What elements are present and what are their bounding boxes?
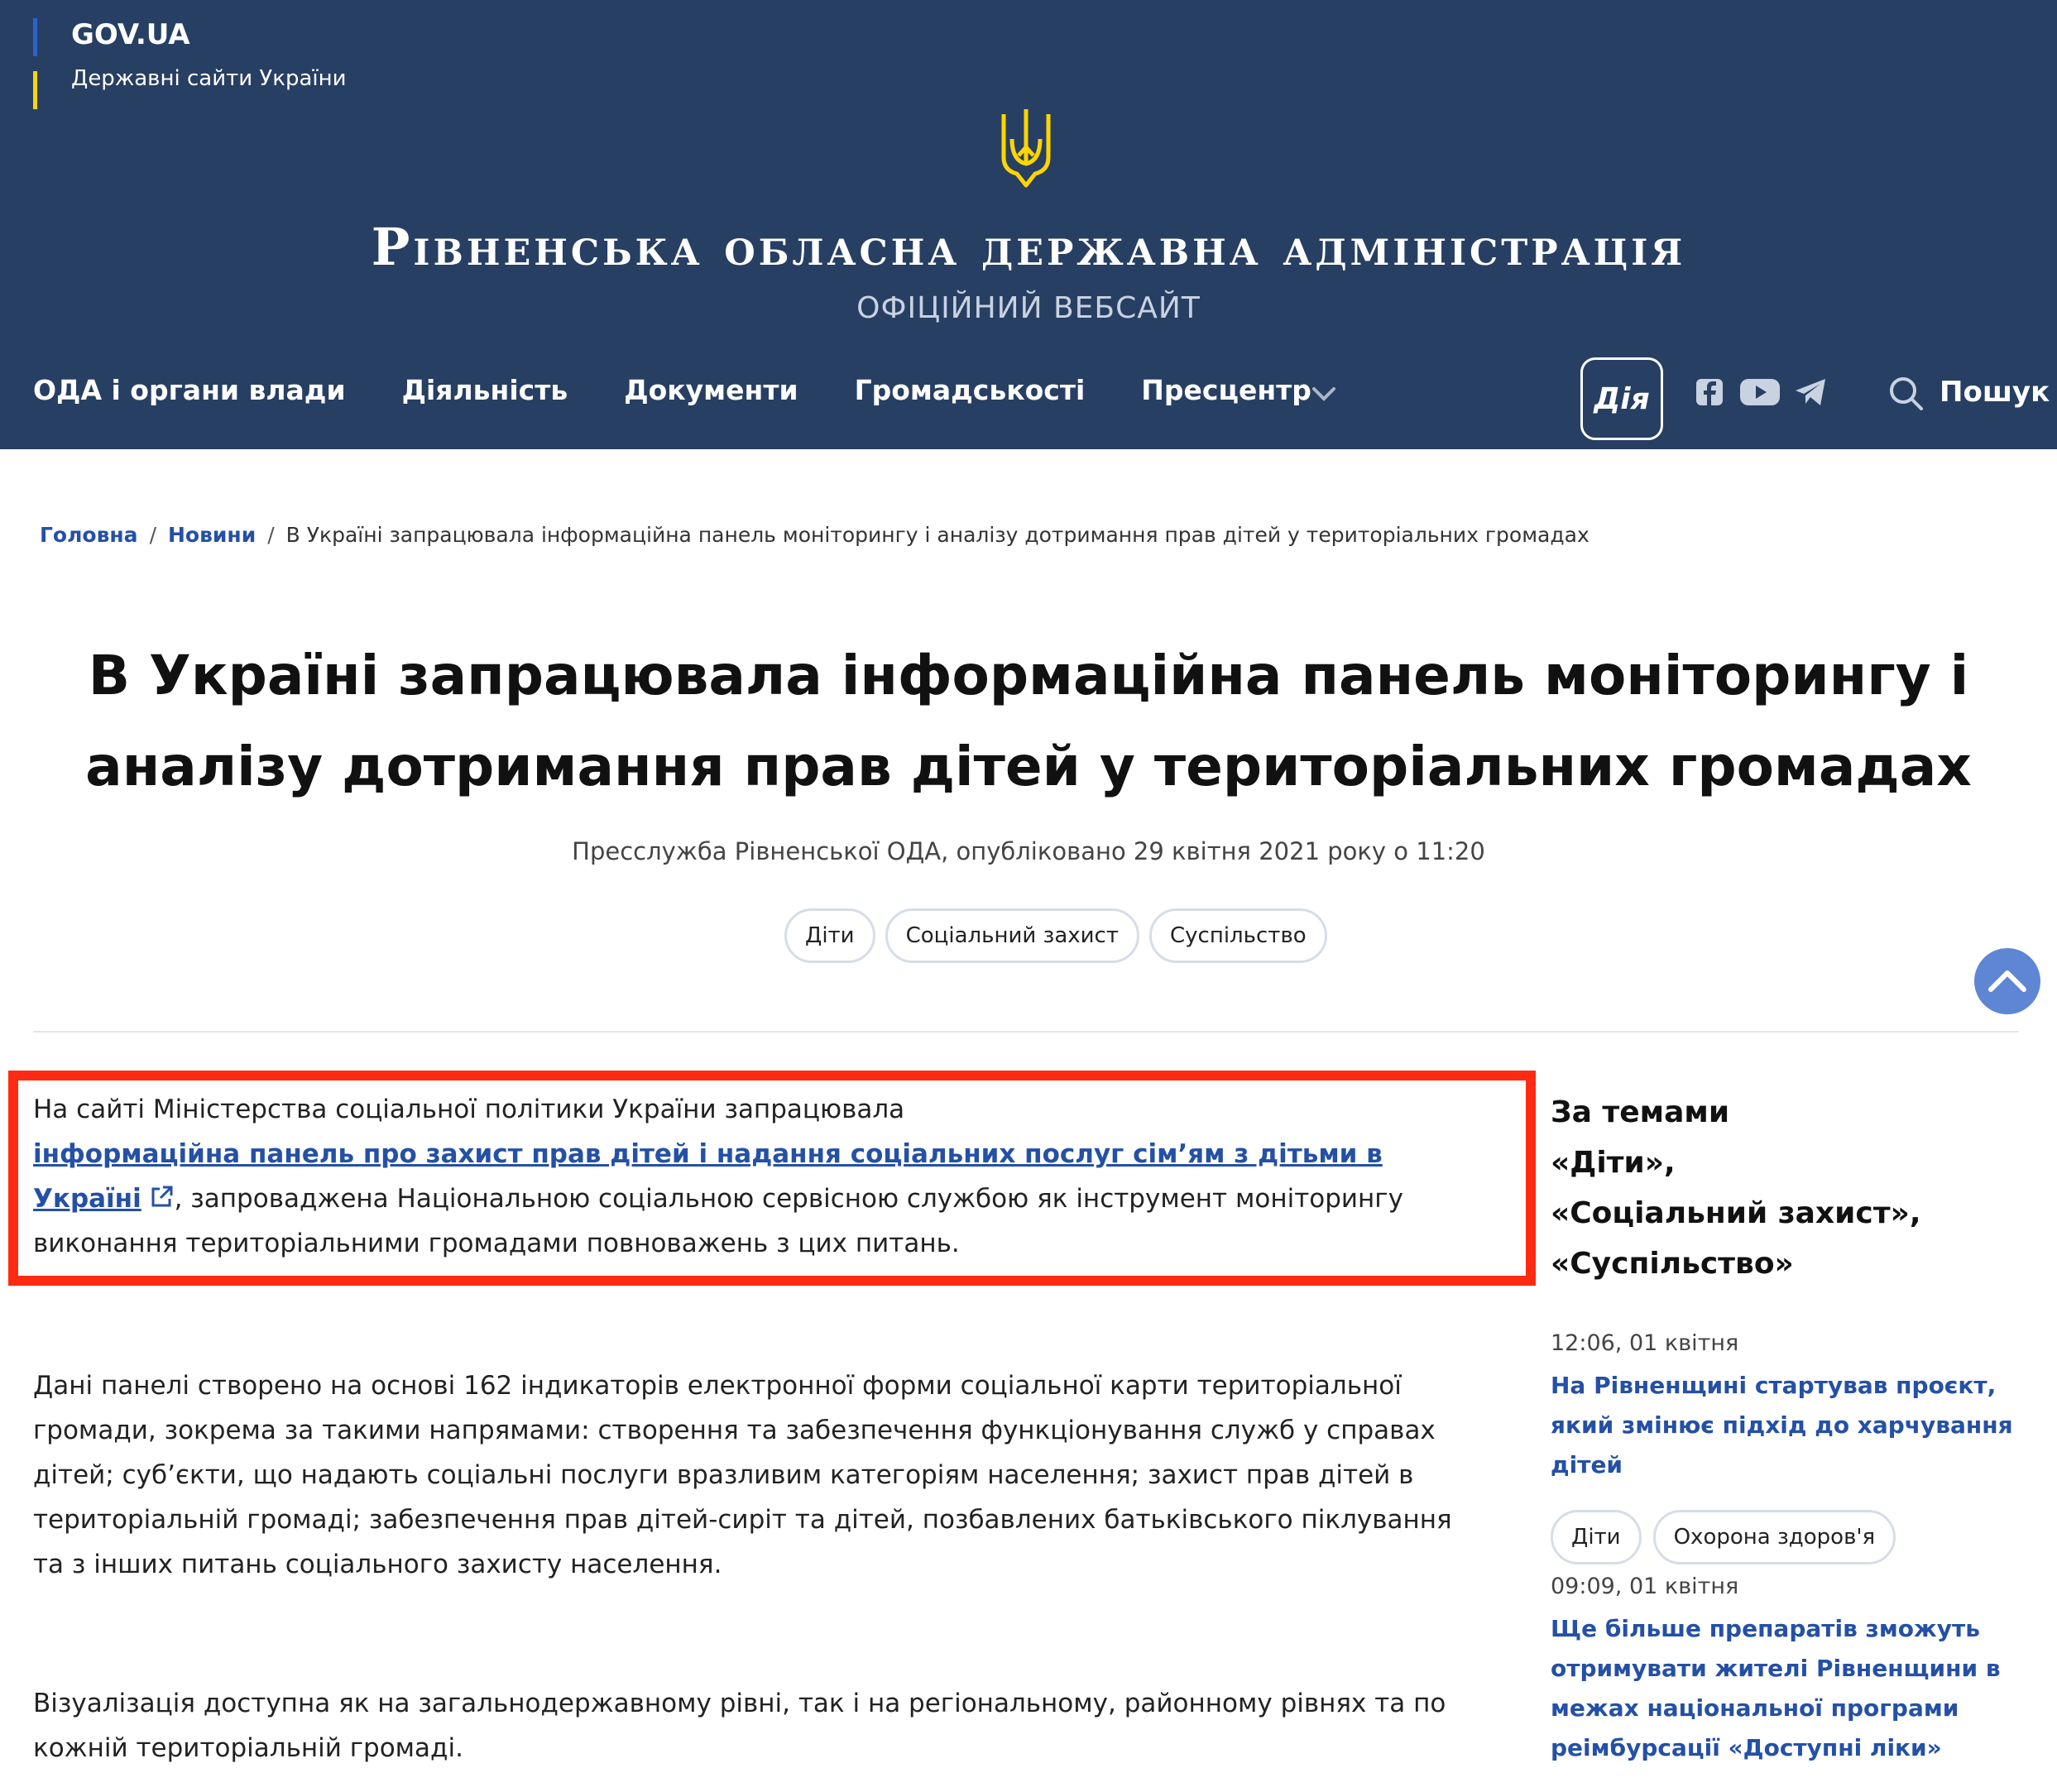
- search-icon[interactable]: [1888, 376, 1925, 412]
- article-meta: Пресслужба Рівненської ОДА, опубліковано 29 квітня 2021 року о 11:20: [572, 837, 1485, 865]
- divider: [33, 1031, 2019, 1033]
- chevron-down-icon[interactable]: [1309, 379, 1339, 409]
- search-button[interactable]: Пошук: [1940, 376, 2050, 409]
- sidebar-news-item: [1551, 1330, 2014, 1564]
- scroll-to-top-button[interactable]: [1974, 948, 2040, 1014]
- tag-children[interactable]: Діти: [784, 908, 875, 963]
- article-title: В Україні запрацювала інформаційна панель моніторингу і аналізу дотримання прав дітей у територіальних громадах: [85, 644, 1972, 798]
- nav-item-documents[interactable]: Документи: [624, 374, 798, 406]
- article-paragraph-2: Дані панелі створено на основі 162 індикаторів електронної форми соціальної карти територіальної громади, зокрема за такими напрямами: створення та забезпечення функціонування служб у справах дітей; суб’єкти, що надають соціальні послуги вразливим категоріям населення; захист прав дітей в територіальній громаді; забезпечення прав дітей-сиріт та дітей, позбавлених батьківського піклування та з інших питань соціального захисту населення.: [33, 1371, 1452, 1579]
- tag-children[interactable]: Діти: [1551, 1510, 1642, 1564]
- youtube-icon[interactable]: [1739, 377, 1781, 407]
- chevron-up-icon: [1974, 948, 2040, 1014]
- breadcrumb-current: В Україні запрацювала інформаційна панель моніторингу і аналізу дотримання прав дітей у територіальних громадах: [285, 523, 1590, 547]
- nav-item-oda[interactable]: ОДА і органи влади: [33, 374, 346, 406]
- tag-social-protection[interactable]: Соціальний захист: [885, 908, 1139, 963]
- site-title: Рівненська обласна державна адміністрація: [371, 217, 1686, 277]
- trident-icon: [997, 106, 1055, 190]
- govua-title: GOV.UA: [71, 18, 190, 51]
- site-subtitle: ОФІЦІЙНИЙ ВЕБСАЙТ: [856, 291, 1201, 325]
- news-headline-link[interactable]: На Рівненщині стартував проєкт, який змінює підхід до харчування дітей: [1551, 1372, 2013, 1478]
- news-time: 12:06, 01 квітня: [1551, 1330, 1739, 1356]
- article-paragraph-1: [33, 1087, 1489, 1266]
- telegram-icon[interactable]: [1794, 377, 1827, 407]
- breadcrumb: Головна / Новини / В Україні запрацювала інформаційна панель моніторингу і аналізу дотримання прав дітей у територіальних громадах: [40, 523, 1590, 547]
- sidebar-heading: За темами «Діти», «Соціальний захист», «Суспільство»: [1551, 1095, 1921, 1281]
- site-header: [0, 0, 2057, 449]
- article-tags: [784, 908, 1327, 963]
- flag-yellow-bar: [33, 71, 37, 109]
- nav-item-presscenter[interactable]: Пресцентр: [1141, 374, 1311, 406]
- facebook-icon[interactable]: [1695, 377, 1724, 407]
- article-paragraph-3: Візуалізація доступна як на загальнодержавному рівні, так і на регіональному, районному рівнях та по кожній територіальній громаді.: [33, 1689, 1446, 1763]
- govua-subtitle: Державні сайти України: [71, 66, 347, 91]
- p1-text-before: На сайті Міністерства соціальної політики України запрацювала: [33, 1095, 905, 1124]
- news-headline-link[interactable]: Ще більше препаратів зможуть отримувати жителі Рівненщини в межах національної програми реімбурсації «Доступні ліки»: [1551, 1615, 2001, 1761]
- p1-text-after: , запроваджена Національною соціальною сервісною службою як інструмент моніторингу виконання територіальними громадами повноважень з цих питань.: [33, 1184, 1403, 1258]
- breadcrumb-news[interactable]: Новини: [168, 523, 257, 547]
- dashboard-link[interactable]: інформаційна панель про захист прав дітей і надання соціальних послуг сім’ям з дітьми в Україні: [33, 1139, 1383, 1214]
- diia-button[interactable]: Дія: [1580, 357, 1663, 440]
- flag-blue-bar: [33, 18, 37, 56]
- tag-society[interactable]: Суспільство: [1149, 908, 1327, 963]
- main-nav: [33, 374, 1368, 406]
- external-link-icon: [150, 1184, 175, 1209]
- nav-item-public[interactable]: Громадськості: [854, 374, 1086, 406]
- nav-item-activity[interactable]: Діяльність: [401, 374, 568, 406]
- news-time: 09:09, 01 квітня: [1551, 1574, 1739, 1599]
- breadcrumb-home[interactable]: Головна: [40, 523, 138, 547]
- sidebar-news-item: [1551, 1574, 2014, 1768]
- tag-health[interactable]: Охорона здоров'я: [1653, 1510, 1896, 1564]
